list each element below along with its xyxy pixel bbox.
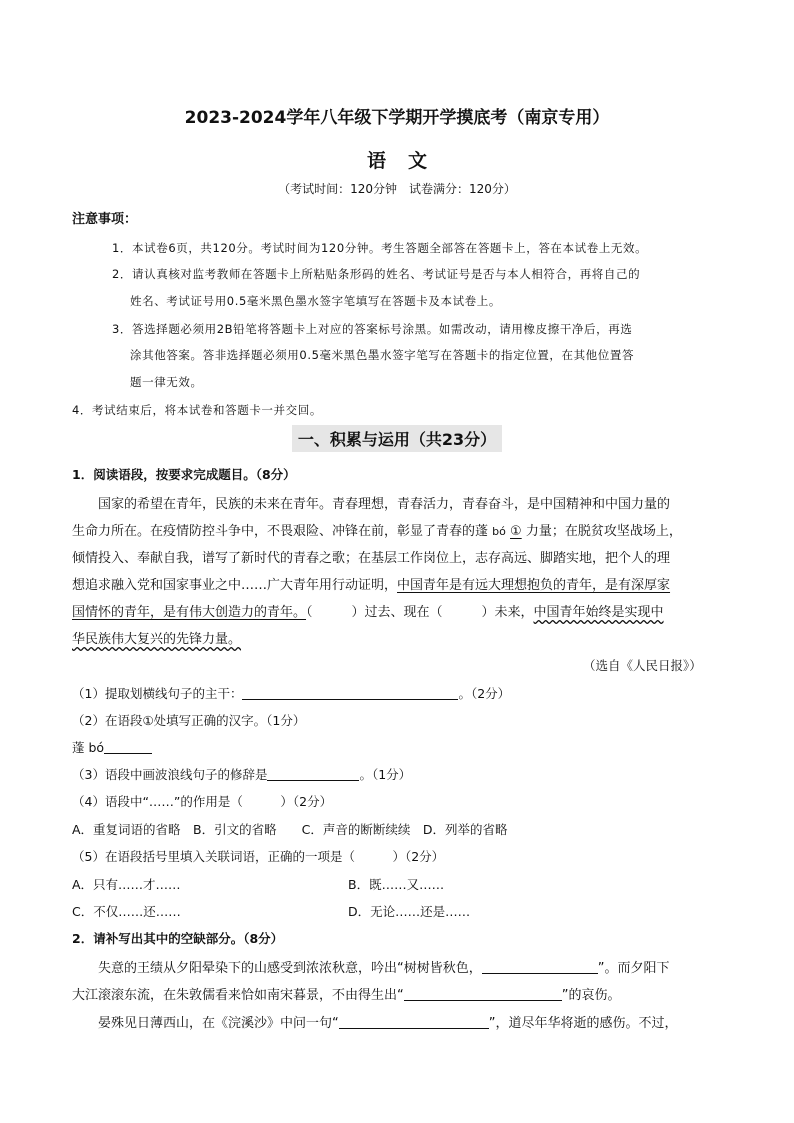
pinyin: bó (492, 525, 506, 538)
sub-question-3 (72, 765, 411, 783)
notice-line-2: 2．请认真核对监考教师在答题卡上所粘贴条形码的姓名、考试证号是否与本人相符合，再将自己的 (112, 267, 641, 281)
passage-source: （选自《人民日报》） (583, 658, 702, 673)
sub-question-2: （2）在语段①处填写正确的汉字。（1分） (72, 713, 306, 728)
q2-text: 失意的王绩从夕阳晕染下的山感受到浓浓秋意，吟出“树树皆秋色， (98, 961, 482, 976)
option-c: C．不仅……还…… (72, 904, 181, 919)
passage-line-5 (72, 601, 664, 620)
sub-question-score: 。（2分） (458, 686, 511, 701)
q2-text: 大江滚滚东流，在朱敦儒看来恰如南宋暮景，不由得生出“ (72, 988, 404, 1003)
q2-text: ”。而夕阳下 (597, 961, 670, 976)
answer-blank[interactable] (104, 739, 152, 754)
passage-text: 想追求融入党和国家事业之中……广大青年用行动证明， (72, 578, 398, 593)
sub-question-text: （3）语段中画波浪线句子的修辞是 (72, 767, 268, 782)
question-2-heading: 2．请补写出其中的空缺部分。（8分） (72, 931, 284, 946)
sub-question-1 (72, 684, 510, 702)
passage-text: 力量；在脱贫攻坚战场上， (525, 524, 682, 539)
passage-line-3: 倾情投入、奉献自我，谱写了新时代的青春之歌；在基层工作岗位上，志存高远、脚踏实地，把个人的理 (72, 551, 671, 566)
underlined-sentence: 国情怀的青年，是有伟大创造力的青年。 (72, 605, 307, 620)
sub-question-5: （5）在语段括号里填入关联词语，正确的一项是（ ）（2分） (72, 849, 445, 864)
q2-text: 晏殊见日薄西山，在《浣溪沙》中问一句“ (98, 1016, 339, 1031)
passage-text: （ ）过去、现在（ ）未来， (306, 605, 534, 620)
passage-line-4 (72, 574, 670, 593)
q2-text: ”，道尽年华将逝的感伤。不过， (488, 1016, 678, 1031)
fill-label: 蓬 bó (72, 740, 105, 755)
sub-question-score: 。（1分） (359, 767, 412, 782)
passage-line-2 (72, 520, 682, 539)
sub-question-4-options: A．重复词语的省略 B．引文的省略 C．声音的断断续续 D．列举的省略 (72, 822, 508, 837)
passage-line-1: 国家的希望在青年，民族的未来在青年。青春理想，青春活力，青春奋斗，是中国精神和中国力量的 (98, 497, 671, 512)
option-b: B．既……又…… (348, 877, 445, 892)
option-a: A．只有……才…… (72, 877, 181, 892)
wavy-sentence: 华民族伟大复兴的先锋力量。 (72, 632, 242, 647)
q2-line-2 (72, 984, 621, 1003)
subject-title: 语文 (366, 150, 449, 172)
answer-blank[interactable] (404, 986, 562, 1001)
page-title: 2023-2024学年八年级下学期开学摸底考（南京专用） (184, 108, 610, 128)
q2-text: ”的哀伤。 (561, 988, 621, 1003)
passage-text: 生命力所在。在疫情防控斗争中，不畏艰险、冲锋在前，彰显了青春的蓬 (72, 524, 489, 539)
blank-marker: ① (510, 524, 522, 539)
notice-line-7: 4．考试结束后，将本试卷和答题卡一并交回。 (72, 403, 322, 417)
question-1-heading: 1．阅读语段，按要求完成题目。（8分） (72, 467, 296, 482)
section-title: 一、积累与运用（共23分） (292, 425, 502, 452)
exam-info: （考试时间：120分钟 试卷满分：120分） (278, 182, 516, 196)
option-d: D．无论……还是…… (348, 904, 471, 919)
sub-question-text: （1）提取划横线句子的主干： (72, 686, 243, 701)
passage-line-6 (72, 628, 241, 647)
answer-blank[interactable] (267, 766, 359, 781)
sub-question-2-fill (72, 738, 152, 756)
sub-question-4: （4）语段中“……”的作用是（ ）（2分） (72, 794, 333, 809)
notice-line-4: 3．答选择题必须用2B铅笔将答题卡上对应的答案标号涂黑。如需改动，请用橡皮擦干净后，再选 (112, 322, 633, 336)
answer-blank[interactable] (482, 959, 598, 974)
underlined-sentence: 中国青年是有远大理想抱负的青年，是有深厚家 (397, 578, 671, 593)
notice-line-3: 姓名、考试证号用0.5毫米黑色墨水签字笔填写在答题卡及本试卷上。 (130, 294, 501, 308)
notice-line-5: 涂其他答案。答非选择题必须用0.5毫米黑色墨水签字笔写在答题卡的指定位置，在其他位置答 (130, 348, 635, 362)
notice-heading: 注意事项： (72, 212, 138, 227)
answer-blank[interactable] (242, 685, 458, 700)
q2-line-1 (98, 957, 670, 976)
notice-line-1: 1．本试卷6页，共120分。考试时间为120分钟。考生答题全部答在答题卡上，答在本试卷上无效。 (112, 241, 648, 255)
section-header (0, 425, 794, 452)
notice-line-6: 题一律无效。 (130, 375, 203, 389)
answer-blank[interactable] (339, 1014, 489, 1029)
wavy-sentence: 中国青年始终是实现中 (533, 605, 664, 620)
q2-line-3 (98, 1012, 678, 1031)
